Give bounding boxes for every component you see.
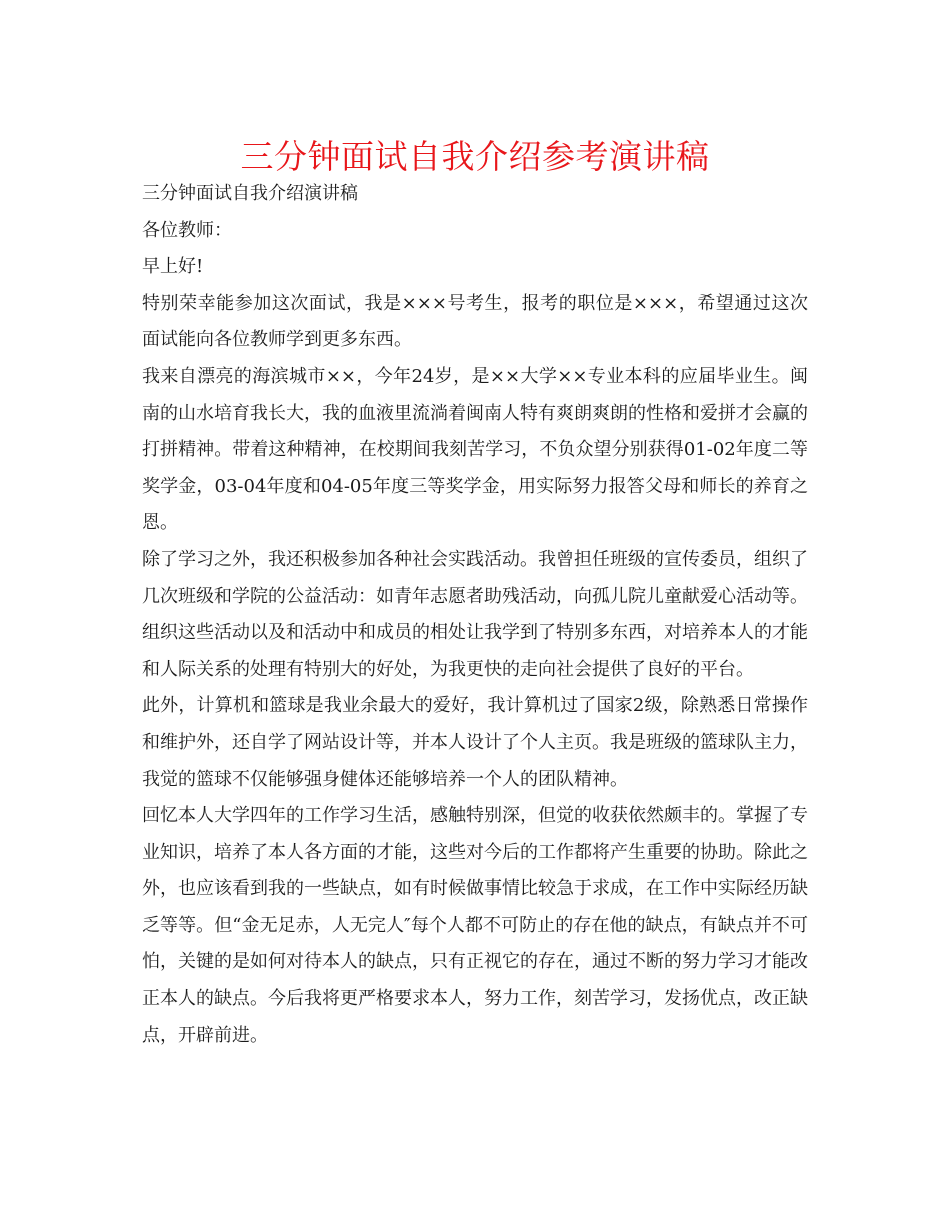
greeting-paragraph: 早上好! [142, 256, 204, 278]
body-paragraph: 我来自漂亮的海滨城市××，今年24岁，是××大学××专业本科的应届毕业生。闽南的山水培育我长大，我的血液里流淌着闽南人特有爽朗爽朗的性格和爱拼才会赢的打拼精神。带着这种精神，在校期间我刻苦学习，不负众望分别获得01-02年度二等奖学金，03-04年度和04-05年度三等奖学金，用实际努力报答父母和师长的养育之恩。 [142, 365, 808, 534]
body-paragraph: 除了学习之外，我还积极参加各种社会实践活动。我曾担任班级的宣传委员，组织了几次班级和学院的公益活动：如青年志愿者助残活动，向孤儿院儿童献爱心活动等。组织这些活动以及和活动中和成员的相处让我学到了特别多东西，对培养本人的才能和人际关系的处理有特别大的好处，为我更快的走向社会提供了良好的平台。 [142, 548, 808, 680]
document-body [142, 176, 808, 1054]
body-paragraph: 特别荣幸能参加这次面试，我是×××号考生，报考的职位是×××，希望通过这次面试能向各位教师学到更多东西。 [142, 292, 808, 351]
salutation-paragraph: 各位教师： [142, 219, 232, 241]
subtitle-paragraph: 三分钟面试自我介绍演讲稿 [142, 183, 358, 204]
body-paragraph: 回忆本人大学四年的工作学习生活，感触特别深，但觉的收获依然颇丰的。掌握了专业知识，培养了本人各方面的才能，这些对今后的工作都将产生重要的协助。除此之外，也应该看到我的一些缺点，如有时候做事情比较急于求成，在工作中实际经历缺乏等等。但“金无足赤，人无完人″每个人都不可防止的存在他的缺点，有缺点并不可怕，关键的是如何对待本人的缺点，只有正视它的存在，通过不断的努力学习才能改正本人的缺点。今后我将更严格要求本人，努力工作，刻苦学习，发扬优点，改正缺点，开辟前进。 [142, 805, 808, 1046]
body-paragraph: 此外，计算机和篮球是我业余最大的爱好，我计算机过了国家2级，除熟悉日常操作和维护外，还自学了网站设计等，并本人设计了个人主页。我是班级的篮球队主力，我觉的篮球不仅能够强身健体还能够培养一个人的团队精神。 [142, 695, 808, 790]
document-title: 三分钟面试自我介绍参考演讲稿 [240, 137, 710, 176]
